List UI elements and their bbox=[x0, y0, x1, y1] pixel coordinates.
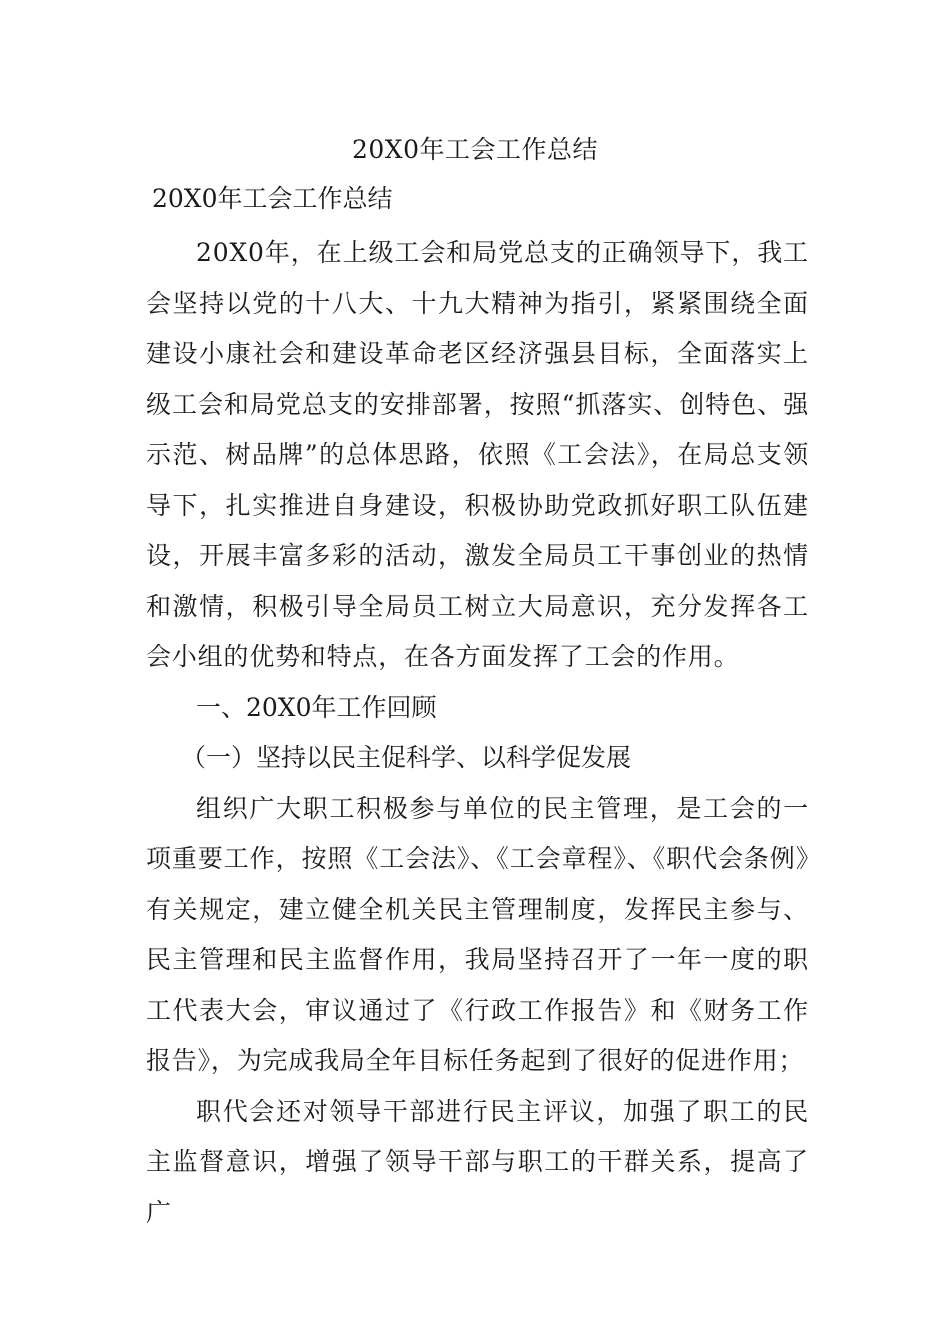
section-paragraph: 组织广大职工积极参与单位的民主管理，是工会的一项重要工作，按照《工会法》、《工会章程》、《职代会条例》有关规定，建立健全机关民主管理制度，发挥民主参与、民主管理和民主监督作用，我局坚持召开了一年一度的职工代表大会，审议通过了《行政工作报告》和《财务工作报告》，为完成我局全年目标任务起到了很好的促进作用； bbox=[146, 793, 809, 1075]
section-paragraph: 职代会还对领导干部进行民主评议，加强了职工的民主监督意识，增强了领导干部与职工的干群关系，提高了广 bbox=[146, 1096, 809, 1227]
intro-paragraph: 20X0年，在上级工会和局党总支的正确领导下，我工会坚持以党的十八大、十九大精神为指引，紧紧围绕全面建设小康社会和建设革命老区经济强县目标，全面落实上级工会和局党总支的安排部署，按照“抓落实、创特色、强示范、树品牌”的总体思路，依照《工会法》，在局总支领导下，扎实推进自身建设，积极协助党政抓好职工队伍建设，开展丰富多彩的活动，激发全局员工干事创业的热情和激情，积极引导全局员工树立大局意识，充分发挥各工会小组的优势和特点，在各方面发挥了工会的作用。 bbox=[146, 238, 809, 671]
document-subtitle: 20X0年工会工作总结 bbox=[152, 184, 393, 213]
section-heading: 一、20X0年工作回顾 bbox=[196, 692, 437, 722]
subsection-heading: （一）坚持以民主促科学、以科学促发展 bbox=[181, 743, 632, 772]
document-body bbox=[146, 228, 809, 1238]
document-title: 20X0年工会工作总结 bbox=[351, 135, 599, 164]
